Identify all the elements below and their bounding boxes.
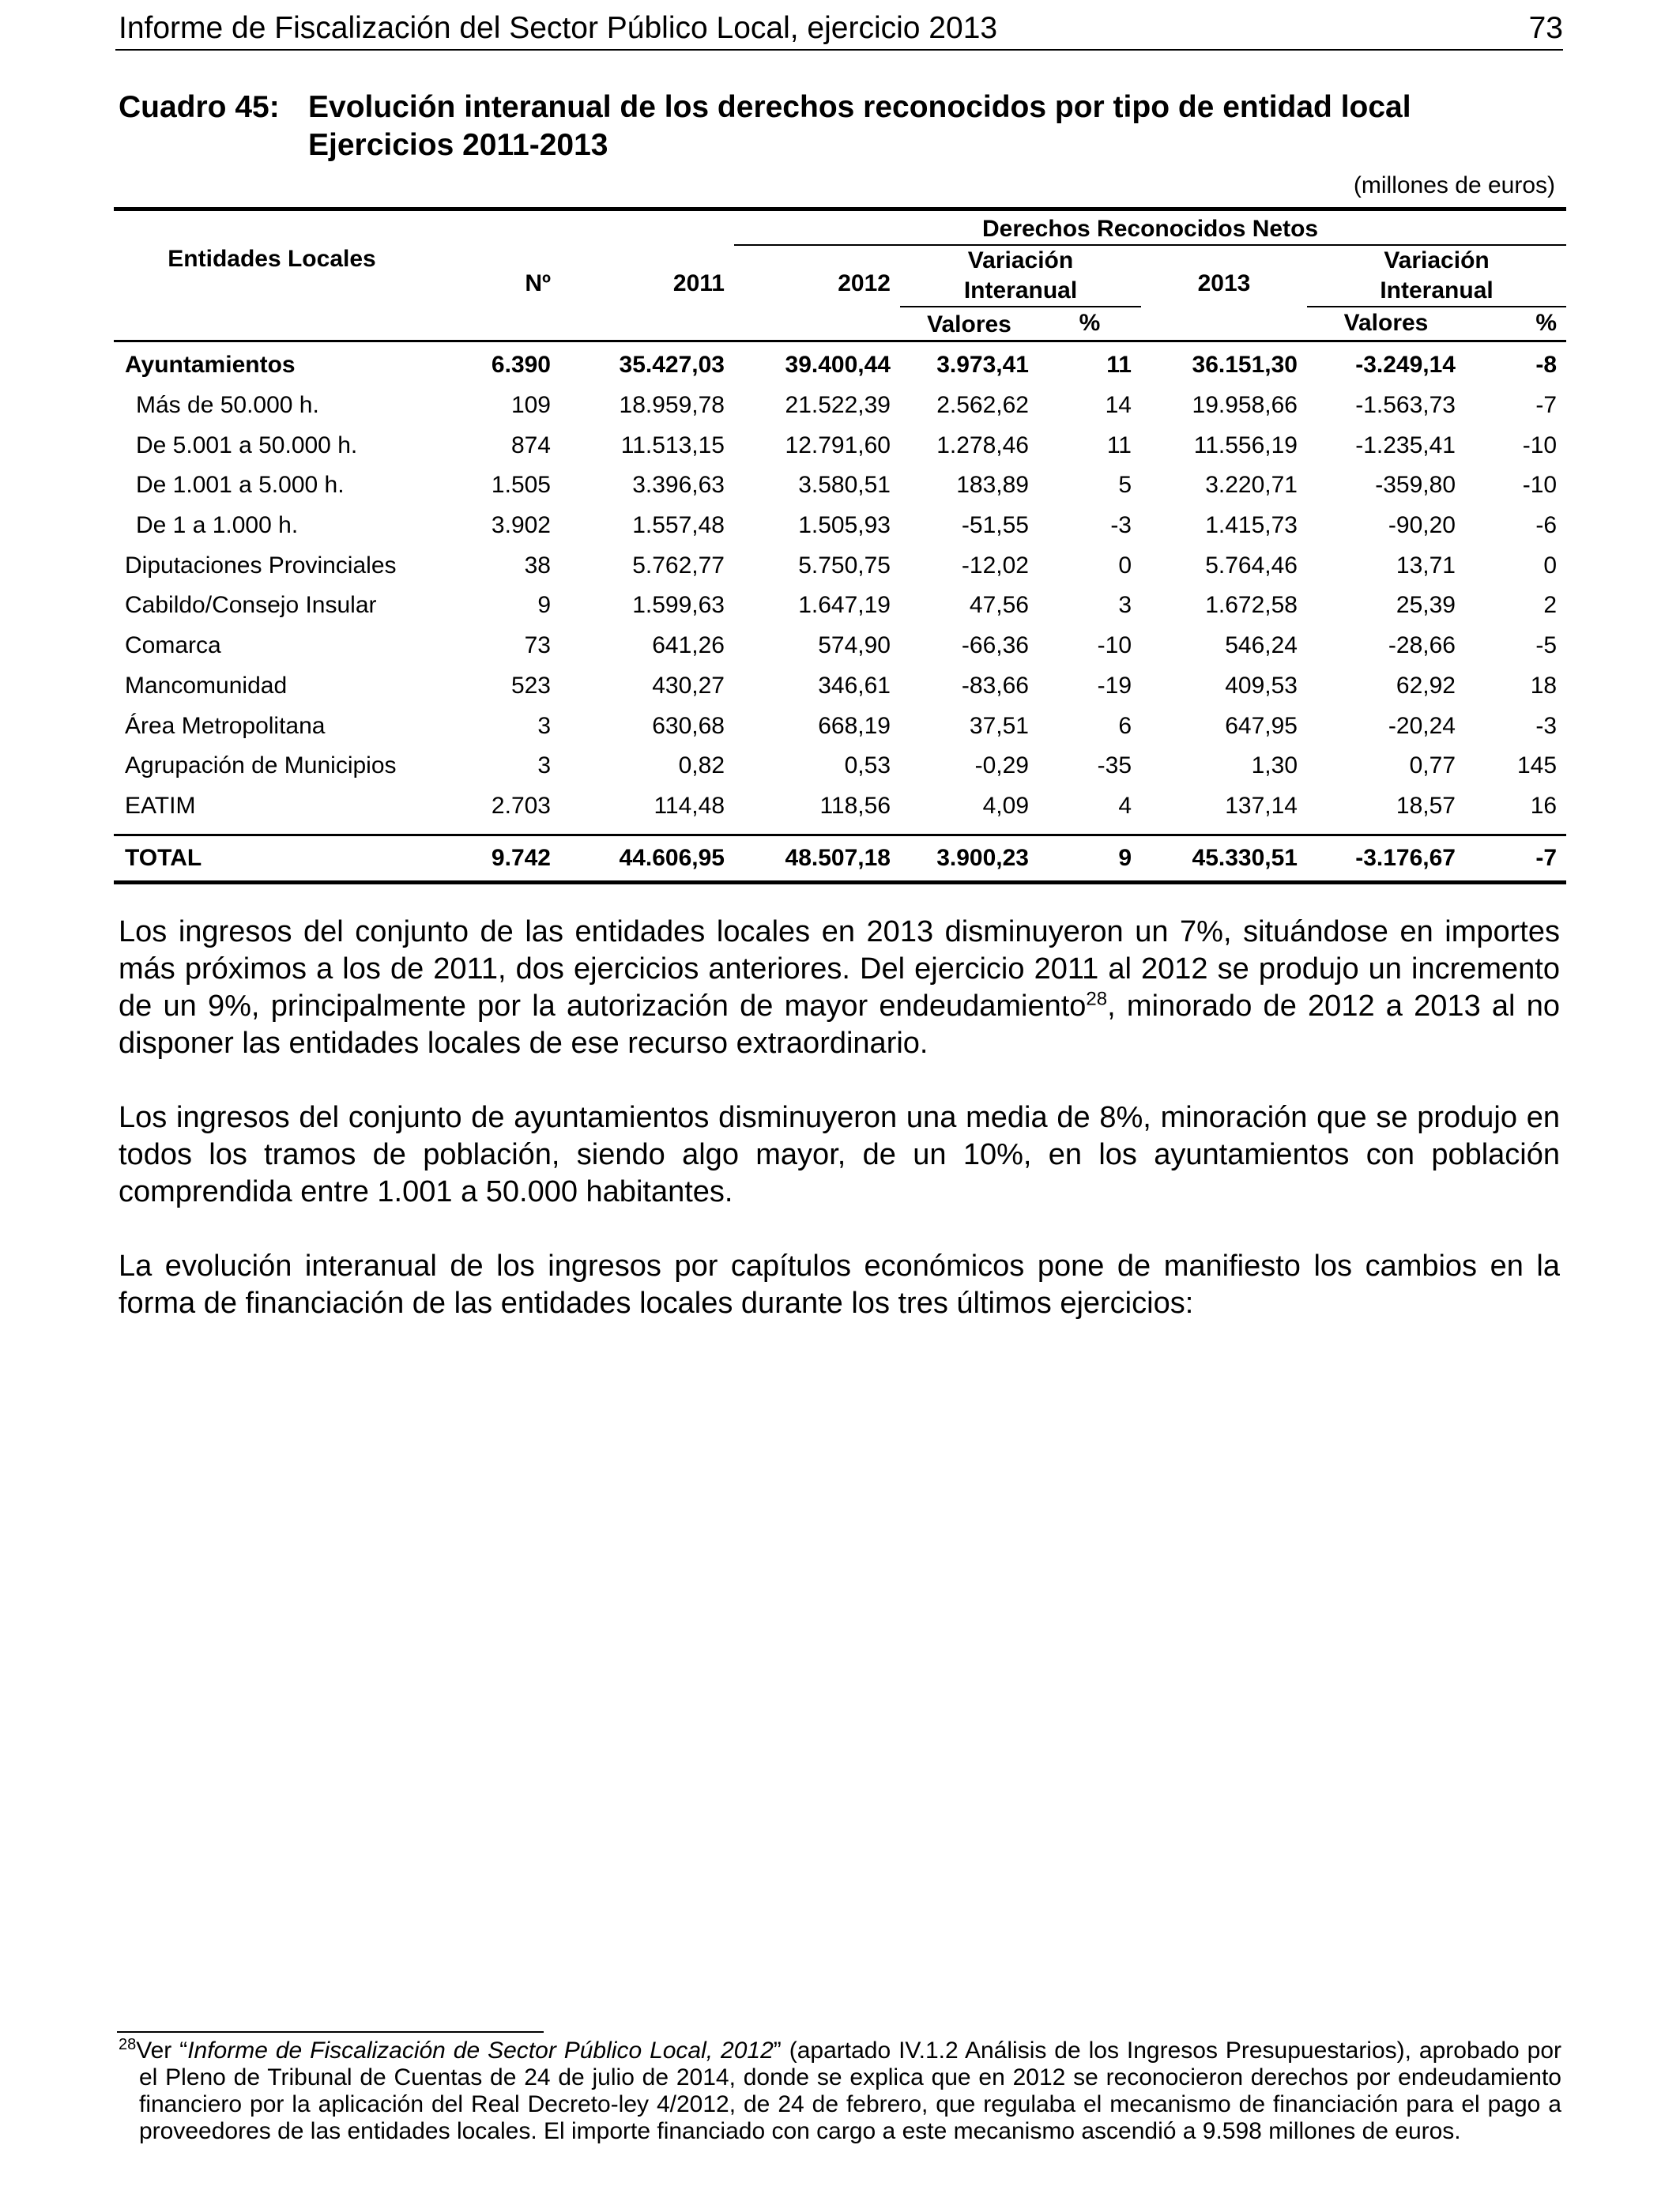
cell-var-pct-1: 3 [1118,592,1132,619]
cell-2013: 647,95 [1225,712,1298,739]
cell-var-pct-2: -6 [1535,512,1558,539]
cell-var-pct-1: 9 [1038,835,1141,883]
cell-var-value-1: 2.562,62 [936,392,1029,419]
cell-2013: 5.764,46 [1205,552,1298,579]
header-entity: Entidades Locales [168,245,376,272]
table-row [114,506,1566,546]
table-row [114,466,1566,506]
cell-2011: 0,82 [678,752,725,779]
header-2012: 2012 [838,270,891,296]
table-row [114,626,1566,666]
caption-title-line2: Ejercicios 2011-2013 [308,128,608,162]
cell-2012: 1.647,19 [798,592,891,619]
paragraph-2 [119,1099,1560,1211]
cell-var-pct-2: 145 [1517,752,1558,779]
cell-var-value-1: 183,89 [956,472,1029,499]
header-group: Derechos Reconocidos Netos [734,209,1566,246]
cell-2013: 1,30 [1251,752,1298,779]
cell-2012: 5.750,75 [798,552,891,579]
cell-var-value-1: -83,66 [961,672,1029,699]
footnote [119,2038,1561,2145]
caption-title-line1: Evolución interanual de los derechos reconocidos por tipo de entidad local [308,90,1411,124]
header-2011: 2011 [672,270,725,296]
cell-var-pct-1: 14 [1105,392,1132,419]
cell-var-pct-2: -8 [1535,352,1558,379]
cell-var-pct-2: 0 [1543,552,1558,579]
header-pct-1: % [1038,307,1141,341]
data-table [114,207,1566,884]
cell-var-value-2: -359,80 [1375,472,1456,499]
cell-var-pct-2: 2 [1543,592,1558,619]
cell-var-pct-2: -7 [1465,835,1566,883]
cell-var-pct-1: 6 [1118,712,1132,739]
cell-var-pct-2: -10 [1522,472,1558,499]
paragraph-1 [119,914,1560,1062]
footnote-number: 28 [119,2036,137,2053]
cell-var-value-2: -1.563,73 [1355,392,1456,419]
cell-var-value-2: 13,71 [1396,552,1456,579]
cell-var-pct-2: -3 [1535,712,1558,739]
cell-2012: 12.791,60 [785,432,891,458]
cell-2011: 1.599,63 [632,592,725,619]
cell-var-pct-2: 18 [1530,672,1558,699]
cell-var-pct-1: -10 [1097,632,1132,659]
table-row [114,586,1566,626]
footnote-ref: 28 [1086,988,1108,1010]
cell-var-pct-1: 5 [1118,472,1132,499]
cell-2011: 44.606,95 [560,835,734,883]
page-number: 73 [1528,11,1563,45]
cell-2013: 546,24 [1225,632,1298,659]
paragraph-3 [119,1248,1560,1322]
cell-var-pct-1: 11 [1106,432,1132,458]
table-row [114,786,1566,827]
cell-n: 3.902 [491,512,551,539]
cell-var-pct-2: -5 [1535,632,1558,659]
footnote-text: ” (apartado IV.1.2 Análisis de los Ingresos Presupuestarios), aprobado por el Pleno de Tribunal de Cuentas de 24 de julio de 2014, donde se explica que en 2012 se reconocieron derechos por endeudamiento financiero por la aplicación del Real Decreto-ley 4/2012, de 24 de febrero, que regulaba el mecanismo de financiación para el pago a proveedores de las entidades locales. El importe financiado con cargo a este mecanismo ascendió a 9.598 millones de euros. [139,2038,1561,2144]
header-variation-2-line1: Variación [1384,247,1490,273]
cell-var-pct-1: -19 [1097,672,1132,699]
cell-2013: 11.556,19 [1193,432,1298,458]
footnote-text-start: Ver “ [136,2038,188,2064]
cell-n: 3 [537,752,551,779]
cell-2011: 114,48 [654,792,725,819]
header-valores-1: Valores [900,307,1038,341]
cell-name: TOTAL [114,835,430,883]
cell-2011: 5.762,77 [632,552,725,579]
cell-name: EATIM [125,792,196,819]
cell-var-value-1: 1.278,46 [936,432,1029,458]
cell-2011: 641,26 [652,632,725,659]
cell-name: Más de 50.000 h. [136,392,319,419]
cell-var-value-1: 4,09 [982,792,1029,819]
paragraph-3-text: La evolución interanual de los ingresos por capítulos económicos pone de manifiesto los cambios en la forma de financiación de las entidades locales durante los tres últimos ejercicios: [119,1250,1560,1320]
cell-2011: 11.513,15 [620,432,725,458]
cell-var-value-1: -12,02 [961,552,1029,579]
cell-var-value-2: -3.176,67 [1307,835,1465,883]
header-variation-1-line1: Variación [967,247,1074,273]
header-valores-2: Valores [1307,307,1465,341]
cell-2013: 19.958,66 [1192,392,1298,419]
cell-var-pct-1: 4 [1118,792,1132,819]
caption-label: Cuadro 45: [119,90,280,124]
table-row [114,341,1566,386]
cell-var-value-1: 47,56 [969,592,1029,619]
paragraph-1-text-end: , minorado de 2012 a 2013 al no disponer las entidades locales de ese recurso extraordinario. [119,990,1560,1060]
cell-var-value-2: -20,24 [1388,712,1456,739]
cell-2011: 430,27 [652,672,725,699]
cell-2013: 3.220,71 [1205,472,1298,499]
cell-n: 109 [510,392,551,419]
cell-var-pct-2: -10 [1522,432,1558,458]
cell-var-value-2: 62,92 [1396,672,1456,699]
cell-2012: 3.580,51 [798,472,891,499]
cell-2012: 574,90 [818,632,891,659]
table-row [114,746,1566,786]
cell-2013: 409,53 [1225,672,1298,699]
cell-name: De 1 a 1.000 h. [136,512,299,539]
header-pct-2: % [1465,307,1566,341]
cell-2011: 630,68 [652,712,725,739]
cell-2013: 1.415,73 [1205,512,1298,539]
cell-2011: 3.396,63 [632,472,725,499]
cell-var-value-2: -3.249,14 [1355,352,1456,379]
units-note: (millones de euros) [1353,172,1555,198]
cell-2012: 39.400,44 [785,352,891,379]
cell-2012: 48.507,18 [734,835,900,883]
cell-var-value-1: 3.900,23 [900,835,1038,883]
cell-2012: 21.522,39 [785,392,891,419]
cell-n: 73 [524,632,551,659]
cell-var-value-2: 25,39 [1396,592,1456,619]
cell-name: Agrupación de Municipios [125,752,397,779]
cell-var-value-1: -66,36 [961,632,1029,659]
table-row [114,706,1566,746]
cell-2011: 1.557,48 [632,512,725,539]
cell-n: 2.703 [491,792,551,819]
cell-2013: 1.672,58 [1205,592,1298,619]
cell-var-pct-2: -7 [1535,392,1558,419]
cell-2012: 0,53 [844,752,891,779]
cell-name: De 1.001 a 5.000 h. [136,472,345,499]
cell-var-value-2: 0,77 [1409,752,1456,779]
cell-2012: 346,61 [818,672,891,699]
cell-2013: 137,14 [1225,792,1298,819]
cell-2012: 668,19 [818,712,891,739]
paragraph-2-text: Los ingresos del conjunto de ayuntamientos disminuyeron una media de 8%, minoración que se produjo en todos los tramos de población, siendo algo mayor, de un 10%, en los ayuntamientos con población comprendida entre 1.001 a 50.000 habitantes. [119,1101,1560,1208]
cell-name: Cabildo/Consejo Insular [125,592,377,619]
page-header [115,5,1563,51]
cell-var-value-2: -28,66 [1388,632,1456,659]
cell-n: 38 [524,552,551,579]
cell-var-pct-1: -3 [1110,512,1132,539]
cell-var-value-2: -90,20 [1388,512,1456,539]
header-title: Informe de Fiscalización del Sector Público Local, ejercicio 2013 [119,11,998,45]
cell-n: 874 [510,432,551,458]
footnote-separator [117,2031,544,2033]
cell-2013: 45.330,51 [1141,835,1307,883]
table-row [114,666,1566,707]
cell-name: Ayuntamientos [125,352,296,379]
footnote-cited-title: Informe de Fiscalización de Sector Público Local, 2012 [187,2038,774,2064]
cell-var-value-1: -0,29 [974,752,1029,779]
cell-n: 3 [537,712,551,739]
table-row [114,545,1566,586]
total-row [114,835,1566,883]
cell-var-value-1: 37,51 [969,712,1029,739]
header-variation-2-line2: Interanual [1380,277,1494,303]
cell-name: Diputaciones Provinciales [125,552,397,579]
cell-name: Comarca [125,632,221,659]
cell-n: 9.742 [430,835,560,883]
cell-var-value-2: -1.235,41 [1355,432,1456,458]
header-n: Nº [525,270,551,296]
paragraph-1-text: Los ingresos del conjunto de las entidades locales en 2013 disminuyeron un 7%, situándose en importes más próximos a los de 2011, dos ejercicios anteriores. Del ejercicio 2011 al 2012 se produjo un incremento de un 9%, principalmente por la autorización de mayor endeudamiento [119,915,1560,1023]
cell-2013: 36.151,30 [1192,352,1298,379]
cell-var-value-1: 3.973,41 [936,352,1029,379]
cell-name: De 5.001 a 50.000 h. [136,432,358,458]
cell-var-pct-1: -35 [1097,752,1132,779]
header-variation-1 [900,245,1141,307]
table-row [114,425,1566,466]
table-row [114,386,1566,426]
cell-var-pct-2: 16 [1530,792,1558,819]
cell-name: Área Metropolitana [125,712,326,739]
header-2013: 2013 [1197,270,1251,296]
header-variation-1-line2: Interanual [963,277,1078,303]
cell-var-pct-1: 11 [1106,352,1132,379]
cell-name: Mancomunidad [125,672,288,699]
cell-2012: 1.505,93 [798,512,891,539]
cell-var-value-2: 18,57 [1396,792,1456,819]
cell-n: 1.505 [491,472,551,499]
header-variation-2 [1307,245,1566,307]
cell-2011: 35.427,03 [619,352,725,379]
cell-2011: 18.959,78 [619,392,725,419]
cell-2012: 118,56 [819,792,891,819]
cell-n: 6.390 [491,352,551,379]
cell-var-pct-1: 0 [1118,552,1132,579]
cell-n: 9 [537,592,551,619]
cell-n: 523 [510,672,551,699]
cell-var-value-1: -51,55 [961,512,1029,539]
